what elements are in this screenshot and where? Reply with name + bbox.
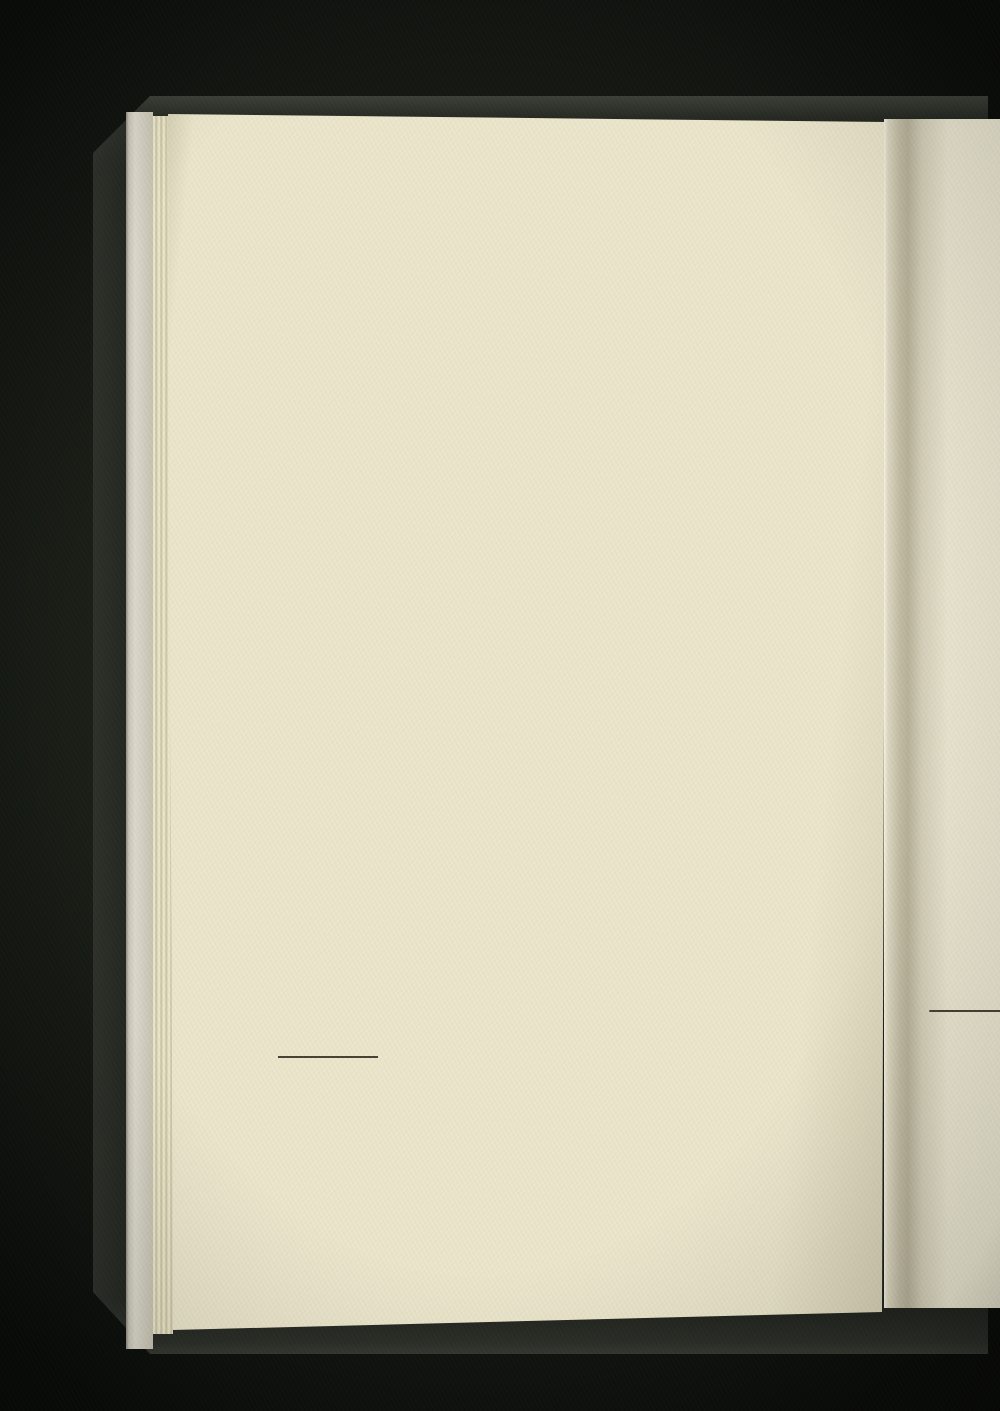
footnote-rule bbox=[278, 1056, 378, 1058]
